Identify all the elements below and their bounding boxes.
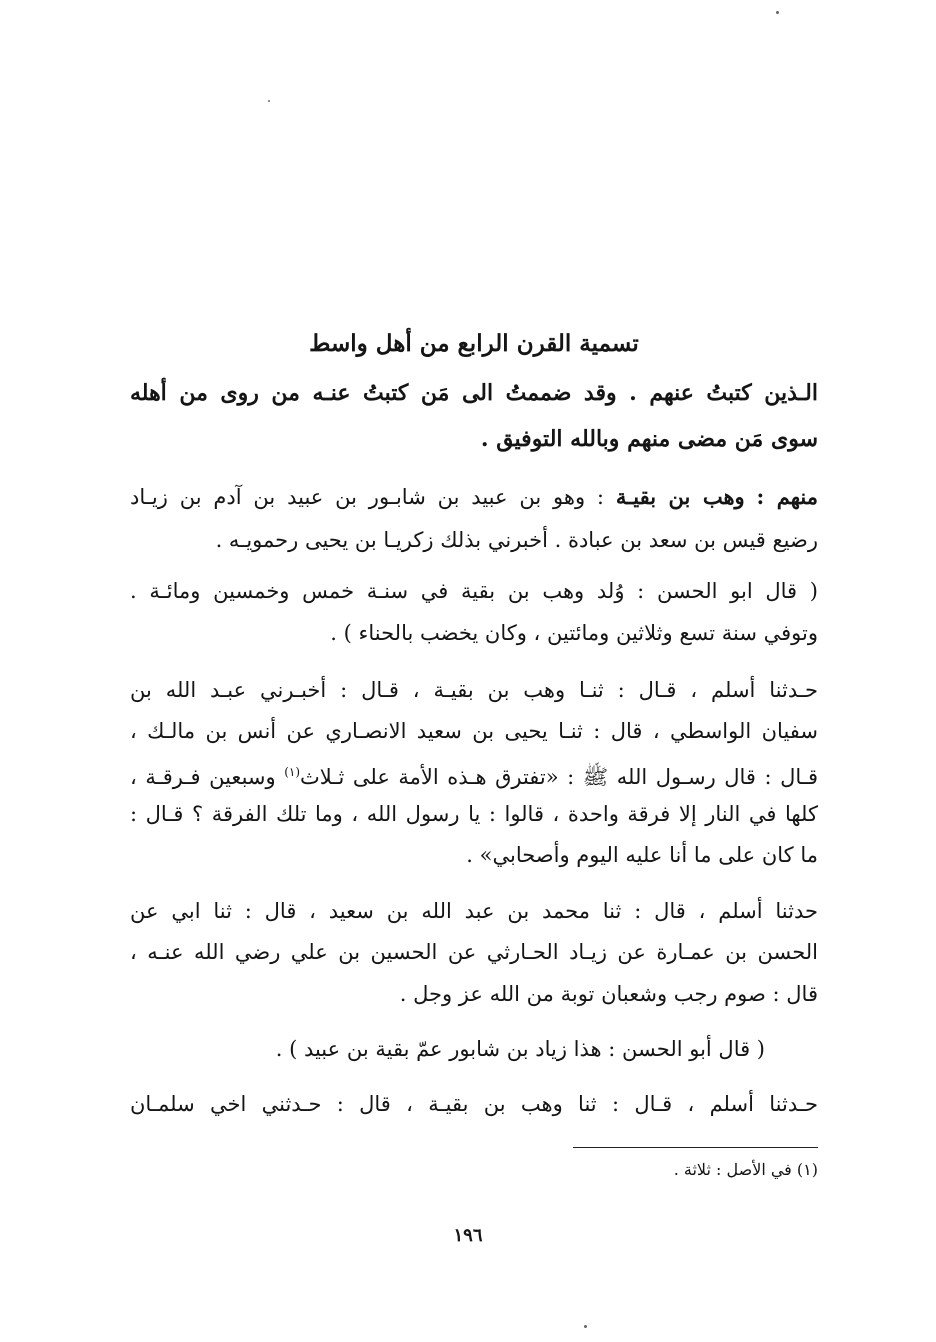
hadith1-line-1: حـدثنا أسلم ، قـال : ثنـا وهب بن بقيـة ، قـال : أخبـرني عبـد الله بن [130,678,818,702]
note2: ( قال أبو الحسن : هذا زياد بن شابور عمّ بقية بن عبيد ) . [275,1037,765,1061]
scan-speck [776,11,779,14]
entry-line-1 [130,482,818,512]
hadith2-line-2: الحسن بن عمـارة عن زيـاد الحـارثي عن الحسين بن علي رضي الله عنـه ، [130,940,818,964]
hadith1-line-3 [130,757,818,792]
scan-speck [584,1325,587,1328]
entry-line-2: رضيع قيس بن سعد بن عبادة . أخبرني بذلك زكريـا بن يحيى رحمويـه . [215,528,818,552]
footnote-divider [573,1147,818,1148]
note1-line-1: ( قال ابو الحسن : وُلد وهب بن بقية في سنـة خمس وخمسين ومائـة . [130,579,818,603]
hadith2-line-3: قال : صوم رجب وشعبان توبة من الله عز وجل . [399,982,818,1006]
intro-line-1: الـذين كتبتُ عنهم . وقد ضممتُ الى مَن كتبتُ عنـه من روى من أهله [130,380,818,406]
hadith2-line-1: حدثنا أسلم ، قال : ثنا محمد بن عبد الله بن سعيد ، قال : ثنا ابي عن [130,899,818,923]
hadith1-line-3-before: قـال : قال رسـول الله ﷺ : «تفترق هـذه الأمة على ثـلاث [300,765,818,789]
footnote: (١) في الأصل : ثلاثة . [673,1160,818,1179]
intro-line-2: سوى مَن مضى منهم وبالله التوفيق . [480,426,818,452]
hadith3-line-1: حـدثنا أسلم ، قـال : ثنا وهب بن بقيـة ، قال : حـدثني اخي سلمـان [130,1092,818,1116]
entry-line-1-rest: : وهو بن عبيد بن شابـور بن عبيد بن آدم بن زيـاد [130,485,604,509]
page-number: ١٩٦ [453,1225,483,1246]
note1-line-2: وتوفي سنة تسع وثلاثين ومائتين ، وكان يخضب بالحناء ) . [330,621,818,645]
entry-lead-label: منهم : [756,484,818,509]
footnote-ref: (١) [284,765,301,779]
hadith1-line-4: كلها في النار إلا فرقة واحدة ، قالوا : يا رسول الله ، وما تلك الفرقة ؟ قـال : [130,802,818,826]
hadith1-line-2: سفيان الواسطي ، قال : ثنـا يحيى بن سعيد الانصـاري عن أنس بن مالـك ، [130,719,818,743]
section-heading: تسمية القرن الرابع من أهل واسط [309,330,639,357]
scan-speck [268,100,270,102]
entry-name: وهب بن بقيـة [615,484,745,509]
hadith1-line-5: ما كان على ما أنا عليه اليوم وأصحابي» . [466,843,818,867]
hadith1-line-3-after: وسبعين فـرقـة ، [130,765,285,789]
